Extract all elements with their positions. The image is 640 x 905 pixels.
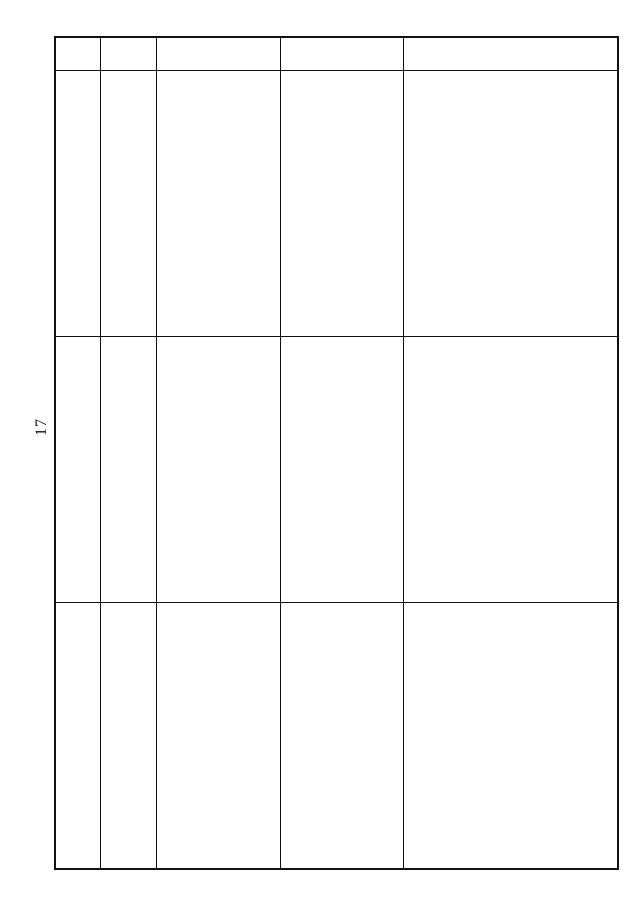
header-col-4-text bbox=[287, 40, 398, 68]
row-3-col-4 bbox=[280, 603, 404, 869]
row-3-col-2 bbox=[100, 603, 156, 869]
row-3-col-4-text bbox=[287, 609, 398, 862]
row-3-col-5-text bbox=[410, 609, 611, 862]
row-1-col-2-text bbox=[107, 77, 150, 330]
row-3-col-3 bbox=[157, 603, 281, 869]
row-1-col-5-text bbox=[410, 77, 611, 330]
header-col-5-text bbox=[410, 40, 611, 68]
header-col-4 bbox=[280, 38, 404, 71]
row-2-col-4-text bbox=[287, 343, 398, 596]
row-3-col-1-text bbox=[62, 609, 94, 862]
row-1-col-1 bbox=[56, 71, 101, 337]
row-1-col-4 bbox=[280, 71, 404, 337]
row-2-col-5-text bbox=[410, 343, 611, 596]
header-col-2-text bbox=[107, 40, 150, 68]
row-3-col-2-text bbox=[107, 609, 150, 862]
header-col-3-text bbox=[163, 40, 274, 68]
row-2-col-4 bbox=[280, 337, 404, 603]
header-col-3 bbox=[157, 38, 281, 71]
row-3-col-5 bbox=[404, 603, 618, 869]
header-col-1-text bbox=[62, 40, 94, 68]
row-2-col-3 bbox=[157, 337, 281, 603]
table-grid bbox=[55, 37, 618, 869]
row-2-col-1-text bbox=[62, 343, 94, 596]
row-2-col-2 bbox=[100, 337, 156, 603]
row-2-col-2-text bbox=[107, 343, 150, 596]
header-col-5 bbox=[404, 38, 618, 71]
table-row-3 bbox=[56, 603, 618, 869]
row-1-col-1-text bbox=[62, 77, 94, 330]
row-1-col-2 bbox=[100, 71, 156, 337]
row-2-col-1 bbox=[56, 337, 101, 603]
header-col-2 bbox=[100, 38, 156, 71]
row-1-col-3-text bbox=[163, 77, 274, 330]
row-1-col-4-text bbox=[287, 77, 398, 330]
table-row-2 bbox=[56, 337, 618, 603]
table-row-1 bbox=[56, 71, 618, 337]
row-3-col-1 bbox=[56, 603, 101, 869]
row-3-col-3-text bbox=[163, 609, 274, 862]
header-col-1 bbox=[56, 38, 101, 71]
row-2-col-5 bbox=[404, 337, 618, 603]
document-table bbox=[54, 36, 619, 870]
row-1-col-5 bbox=[404, 71, 618, 337]
row-2-col-3-text bbox=[163, 343, 274, 596]
row-1-col-3 bbox=[157, 71, 281, 337]
page-number: 17 bbox=[33, 418, 50, 436]
